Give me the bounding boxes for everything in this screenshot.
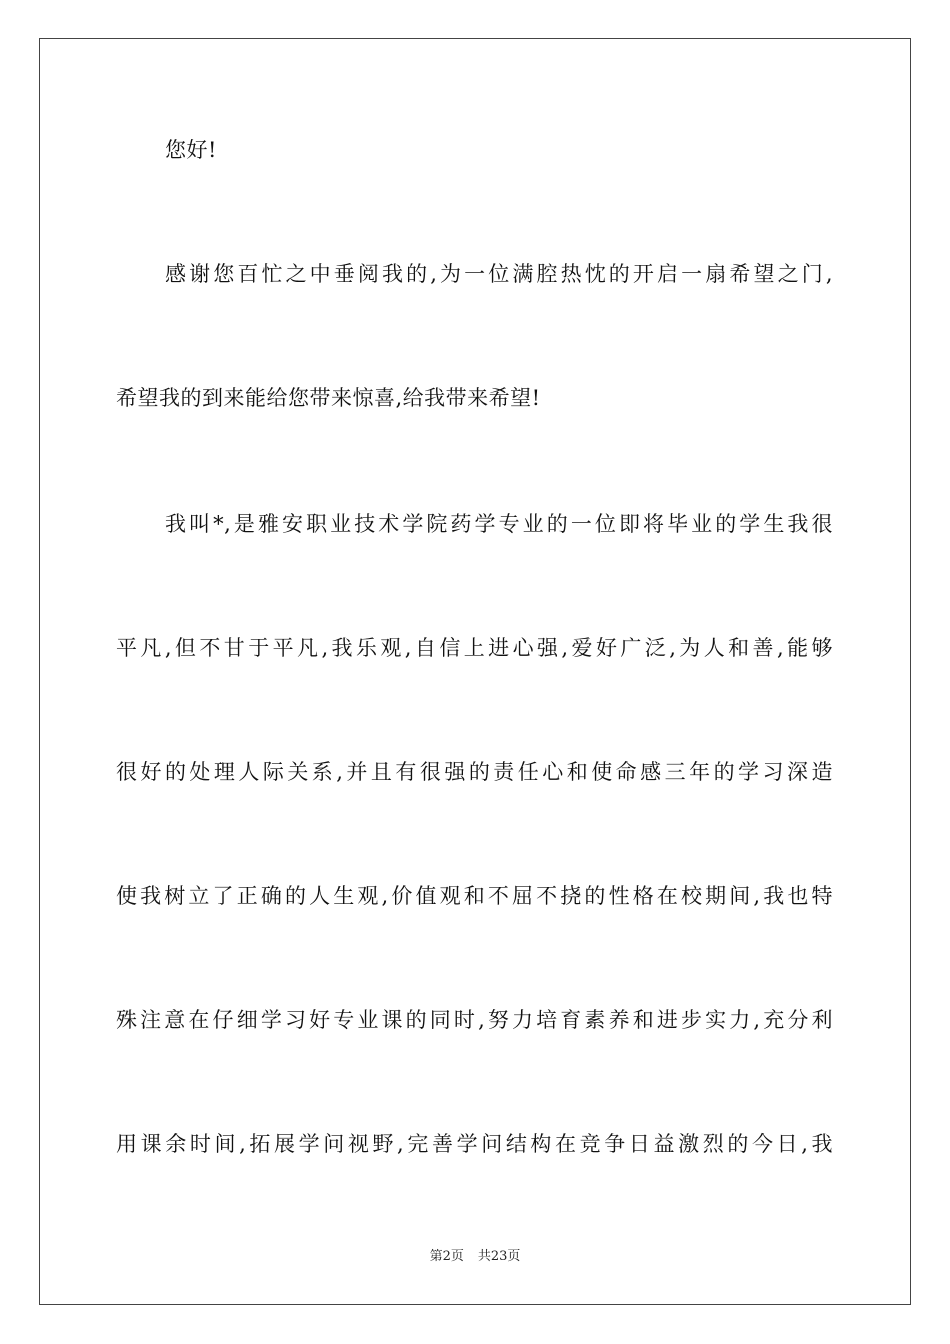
body-text-line: 用课余时间,拓展学问视野,完善学问结构在竞争日益激烈的今日,我 [116, 1132, 833, 1156]
body-text-line: 感谢您百忙之中垂阅我的,为一位满腔热忱的开启一扇希望之门, [165, 262, 833, 286]
body-text-line: 我叫*,是雅安职业技术学院药学专业的一位即将毕业的学生我很 [165, 512, 833, 536]
page-footer [0, 1248, 950, 1266]
page-number: 第2页 [429, 1249, 464, 1264]
body-text-line: 很好的处理人际关系,并且有很强的责任心和使命感三年的学习深造 [116, 760, 833, 784]
greeting-line: 您好! [165, 138, 217, 162]
body-text-line: 希望我的到来能给您带来惊喜,给我带来希望! [116, 386, 541, 410]
body-text-line: 殊注意在仔细学习好专业课的同时,努力培育素养和进步实力,充分利 [116, 1008, 833, 1032]
body-text-line: 使我树立了正确的人生观,价值观和不屈不挠的性格在校期间,我也特 [116, 884, 833, 908]
body-text-line: 平凡,但不甘于平凡,我乐观,自信上进心强,爱好广泛,为人和善,能够 [116, 636, 833, 660]
page-total: 共23页 [477, 1249, 521, 1264]
page-border [39, 38, 911, 1305]
